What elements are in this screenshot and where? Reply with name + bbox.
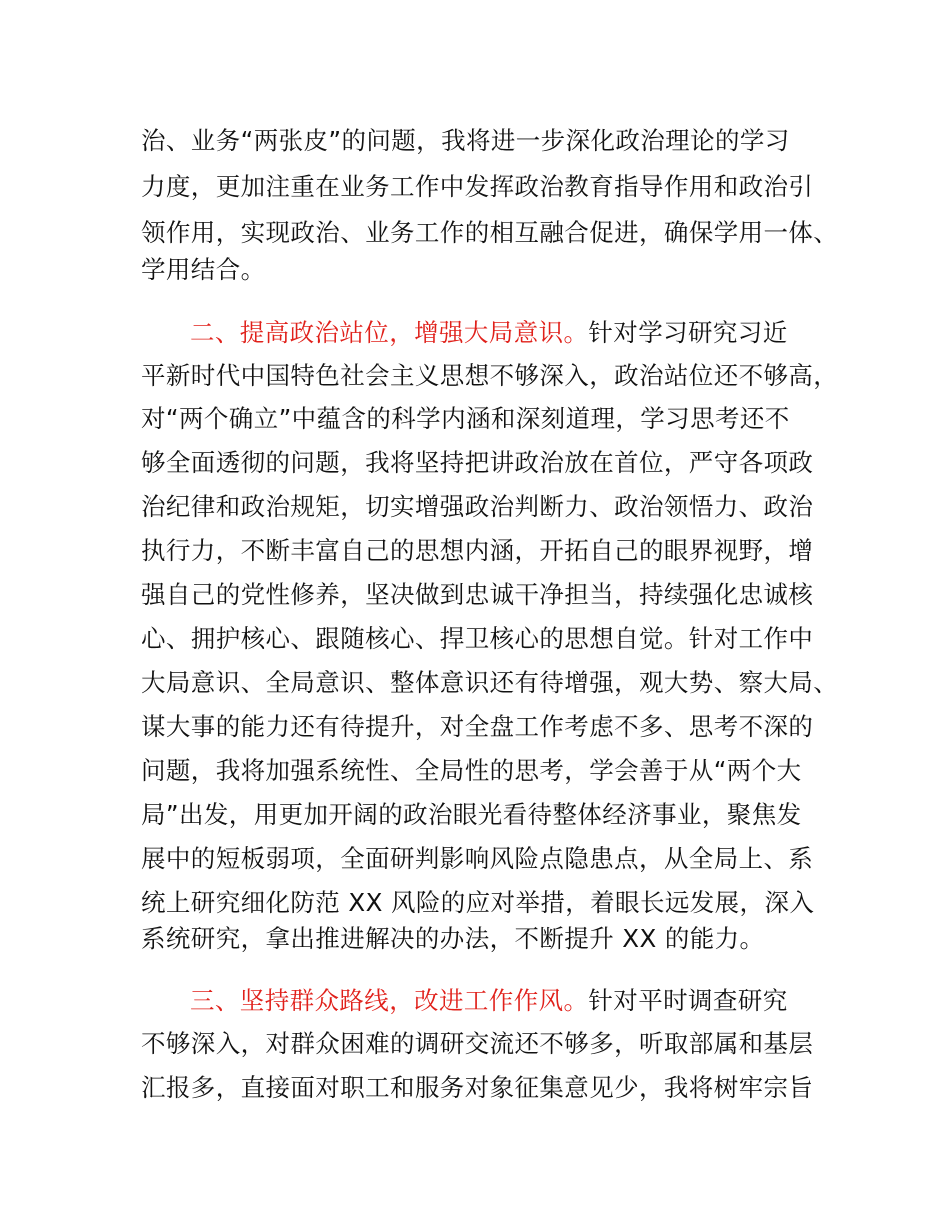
paragraph-line: 强自己的党性修养，坚决做到忠诚干净担当，持续强化忠诚核 [141,580,814,609]
paragraph-first-line [190,984,788,1018]
paragraph-line: 谋大事的能力还有待提升，对全盘工作考虑不多、思考不深的 [141,712,814,741]
section-heading: 二、提高政治站位，增强大局意识。 [190,318,589,347]
paragraph-line: 问题，我将加强系统性、全局性的思考，学会善于从“两个大 [141,756,802,785]
paragraph-line: 系统研究，拿出推进解决的办法，不断提升 XX 的能力。 [141,924,765,953]
paragraph-line: 执行力，不断丰富自己的思想内涵，开拓自己的眼界视野，增 [141,536,814,565]
paragraph-line: 学用结合。 [141,255,266,284]
paragraph-line: 对“两个确立”中蕴含的科学内涵和深刻道理，学习思考还不 [141,404,790,433]
paragraph-line: 治纪律和政治规矩，切实增强政治判断力、政治领悟力、政治 [141,492,814,521]
paragraph-line: 够全面透彻的问题，我将坚持把讲政治放在首位，严守各项政 [141,448,814,477]
paragraph-line: 不够深入，对群众困难的调研交流还不够多，听取部属和基层 [141,1029,814,1058]
paragraph-line: 力度，更加注重在业务工作中发挥政治教育指导作用和政治引 [141,172,814,201]
paragraph-text: 针对学习研究习近 [588,318,788,347]
paragraph-first-line [190,316,788,350]
paragraph-line: 大局意识、全局意识、整体意识还有待增强，观大势、察大局、 [141,668,839,697]
paragraph-line: 展中的短板弱项，全面研判影响风险点隐患点，从全局上、系 [141,844,814,873]
paragraph-line: 汇报多，直接面对职工和服务对象征集意见少，我将树牢宗旨 [141,1073,814,1102]
paragraph-line: 治、业务“两张皮”的问题，我将进一步深化政治理论的学习 [141,126,790,155]
paragraph-line: 局”出发，用更加开阔的政治眼光看待整体经济事业，聚焦发 [141,800,802,829]
paragraph-text: 针对平时调查研究 [588,986,788,1015]
section-heading: 三、坚持群众路线，改进工作作风。 [190,986,589,1015]
paragraph-line: 心、拥护核心、跟随核心、捍卫核心的思想自觉。针对工作中 [141,624,814,653]
paragraph-line: 统上研究细化防范 XX 风险的应对举措，着眼长远发展，深入 [141,888,815,917]
paragraph-line: 平新时代中国特色社会主义思想不够深入，政治站位还不够高， [141,361,839,390]
paragraph-line: 领作用，实现政治、业务工作的相互融合促进，确保学用一体、 [141,218,839,247]
